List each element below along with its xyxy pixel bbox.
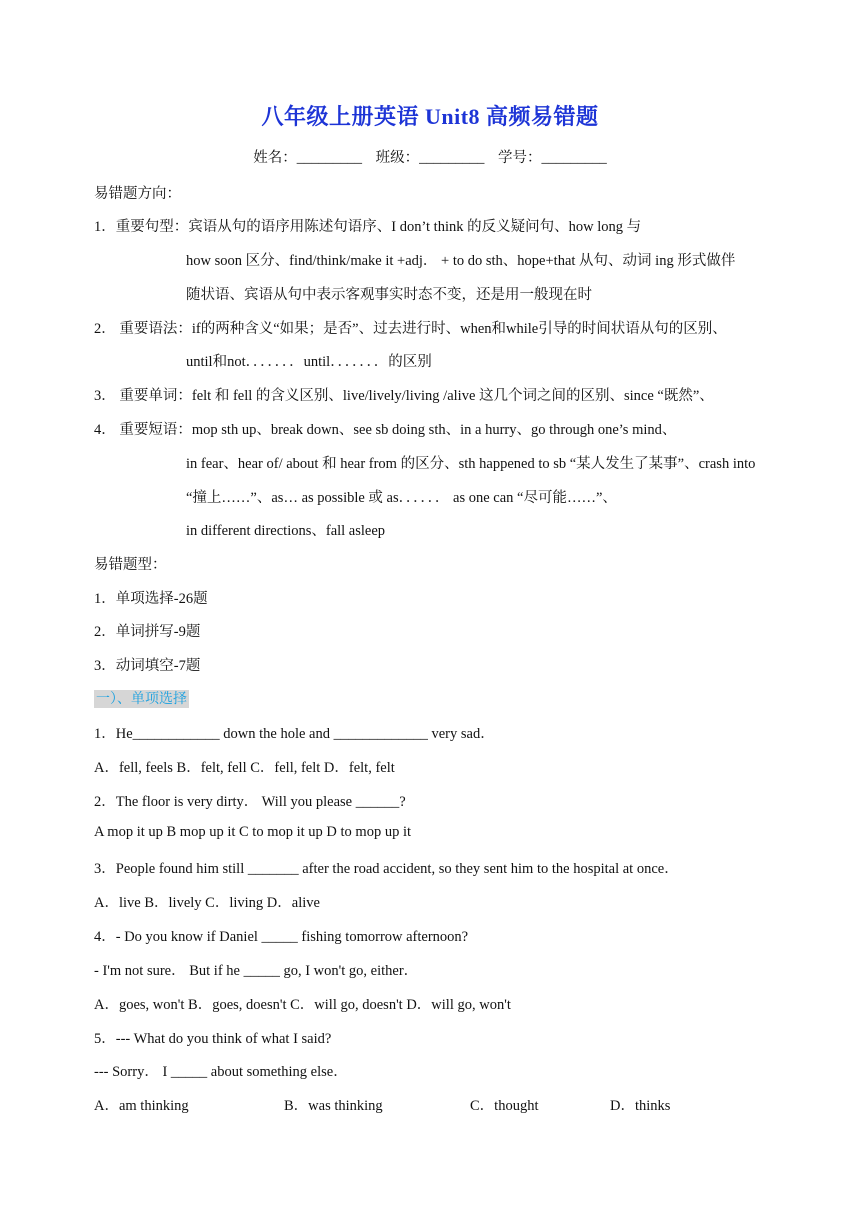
question-1-options: A．fell, feels B．felt, fell C．fell, felt D．felt, felt [94, 760, 395, 776]
question-5: 5．--- What do you think of what I said? [94, 1031, 332, 1047]
question-2-options: A mop it up B mop up it C to mop it up D to mop up it [94, 824, 412, 840]
student-info-line [0, 146, 860, 167]
focus-item-4-cont: in different directions、fall asleep [186, 523, 386, 539]
focus-item-1-cont: how soon 区分、find/think/make it +adj． + to do sth、hope+that 从句、动词 ing 形式做伴 [186, 253, 736, 269]
question-5-option-a: A．am thinking [94, 1098, 189, 1114]
name-field-label: 姓名：_________ [253, 150, 362, 166]
class-field-label: 班级：_________ [375, 150, 485, 166]
question-4: 4．- Do you know if Daniel _____ fishing tomorrow afternoon? [94, 929, 469, 945]
question-5-dialogue: --- Sorry． I _____ about something else． [94, 1064, 348, 1080]
type-item: 3．动词填空-7题 [94, 658, 201, 674]
question-5-option-b: B．was thinking [284, 1098, 383, 1114]
type-item: 2．单词拼写-9题 [94, 624, 201, 640]
question-3: 3．People found him still _______ after the road accident, so they sent him to the hospital at once． [94, 861, 679, 877]
section-heading [94, 688, 189, 708]
student-id-field-label: 学号：_________ [498, 150, 607, 166]
focus-item-4-cont: in fear、hear of/ about 和 hear from 的区分、sth happened to sb “某人发生了某事”、crash into [186, 456, 756, 472]
question-3-options: A．live B．lively C．living D．alive [94, 895, 320, 911]
focus-item-2: 2． 重要语法：if的两种含义“如果；是否”、过去进行时、when和while引导的时间状语从句的区别、 [94, 321, 727, 337]
focus-item-4-cont: “撞上……”、as… as possible 或 as．．．．．． as one can “尽可能……”、 [186, 490, 617, 506]
question-5-option-d: D．thinks [610, 1098, 671, 1114]
focus-item-1-cont: 随状语、宾语从句中表示客观事实时态不变，还是用一般现在时 [186, 287, 592, 303]
focus-item-1: 1．重要句型：宾语从句的语序用陈述句语序、I don’t think 的反义疑问句、how long 与 [94, 219, 642, 235]
focus-item-3: 3． 重要单词：felt 和 fell 的含义区别、live/lively/living /alive 这几个词之间的区别、since “既然”、 [94, 388, 714, 404]
section-title-single-choice: 一）、单项选择 [96, 691, 187, 707]
type-item: 1．单项选择-26题 [94, 591, 208, 607]
question-1: 1．He____________ down the hole and _____________ very sad． [94, 726, 495, 742]
focus-heading: 易错题方向： [94, 186, 181, 202]
types-heading: 易错题型： [94, 557, 167, 573]
page-title: 八年级上册英语 Unit8 高频易错题 [261, 104, 599, 129]
focus-item-2-cont: until和not．．．．．．．until．．．．．．．的区别 [186, 354, 432, 370]
question-5-option-c: C．thought [470, 1098, 539, 1114]
question-2: 2．The floor is very dirty． Will you please ______? [94, 794, 406, 810]
question-4-dialogue: - I'm not sure． But if he _____ go, I won't go, either． [94, 963, 419, 979]
focus-item-4: 4． 重要短语：mop sth up、break down、see sb doing sth、in a hurry、go through one’s mind、 [94, 422, 677, 438]
question-4-options: A．goes, won't B．goes, doesn't C．will go, doesn't D．will go, won't [94, 997, 511, 1013]
